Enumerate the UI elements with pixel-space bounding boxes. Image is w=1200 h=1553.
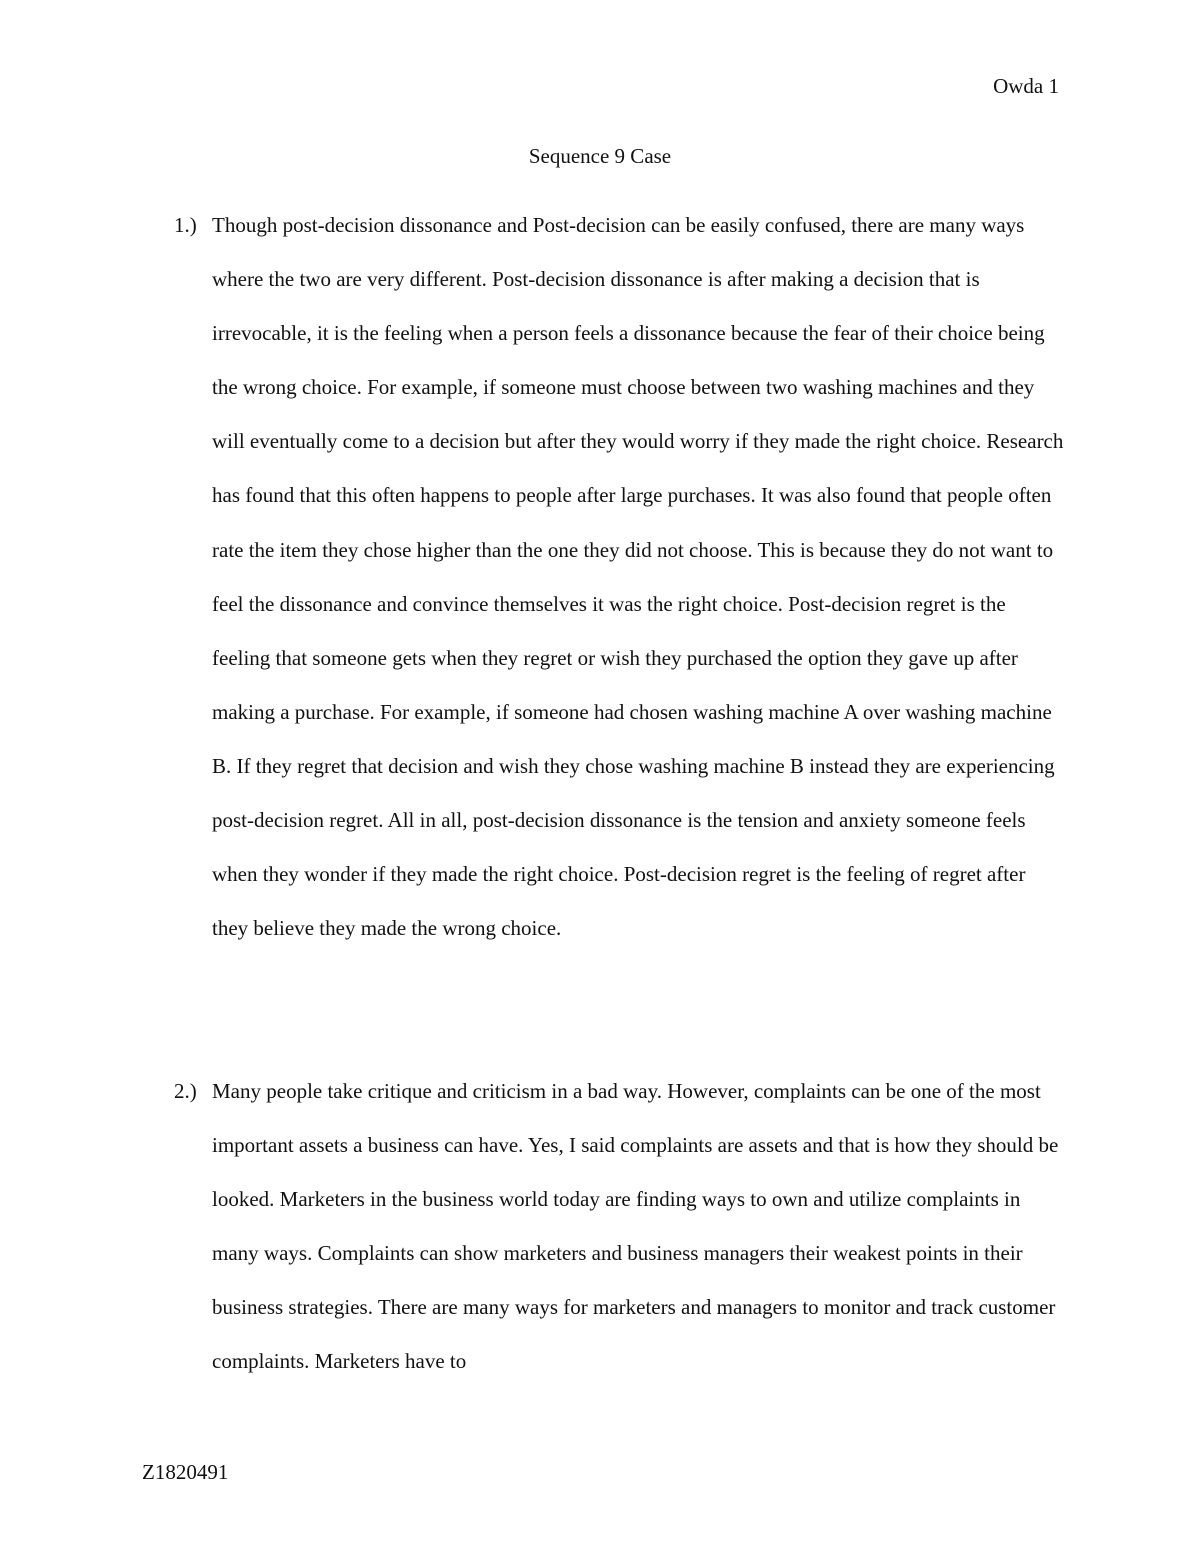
footer-student-id: Z1820491 [142,1460,229,1484]
list-item-number: 2.) [174,1079,197,1103]
list-item [174,1064,1064,1389]
running-header: Owda 1 [993,74,1059,98]
list-item-text: Though post-decision dissonance and Post-decision can be easily confused, there are many ways where the two are very different. Post-decision dissonance is after making a decision that is irrevocable, it is the feeling when a person feels a dissonance because the fear of their choice being the wrong choice. For example, if someone must choose between two washing machines and they will eventually come to a decision but after they would worry if they made the right choice. Research has found that this often happens to people after large purchases. It was also found that people often rate the item they chose higher than the one they did not choose. This is because they do not want to feel the dissonance and convince themselves it was the right choice. Post-decision regret is the feeling that someone gets when they regret or wish they purchased the option they gave up after making a purchase. For example, if someone had chosen washing machine A over washing machine B. If they regret that decision and wish they chose washing machine B instead they are experiencing post-decision regret. All in all, post-decision dissonance is the tension and anxiety someone feels when they wonder if they made the right choice. Post-decision regret is the feeling of regret after they believe they made the wrong choice. [212,213,1064,941]
list-item-number: 1.) [174,213,197,237]
list-item [174,198,1064,955]
document-title: Sequence 9 Case [528,144,672,168]
list-item-text: Many people take critique and criticism in a bad way. However, complaints can be one of the most important assets a business can have. Yes, I said complaints are assets and that is how they should be looked. Marketers in the business world today are finding ways to own and utilize complaints in many ways. Complaints can show marketers and business managers their weakest points in their business strategies. There are many ways for marketers and managers to monitor and track customer complaints. Marketers have to [212,1079,1059,1374]
